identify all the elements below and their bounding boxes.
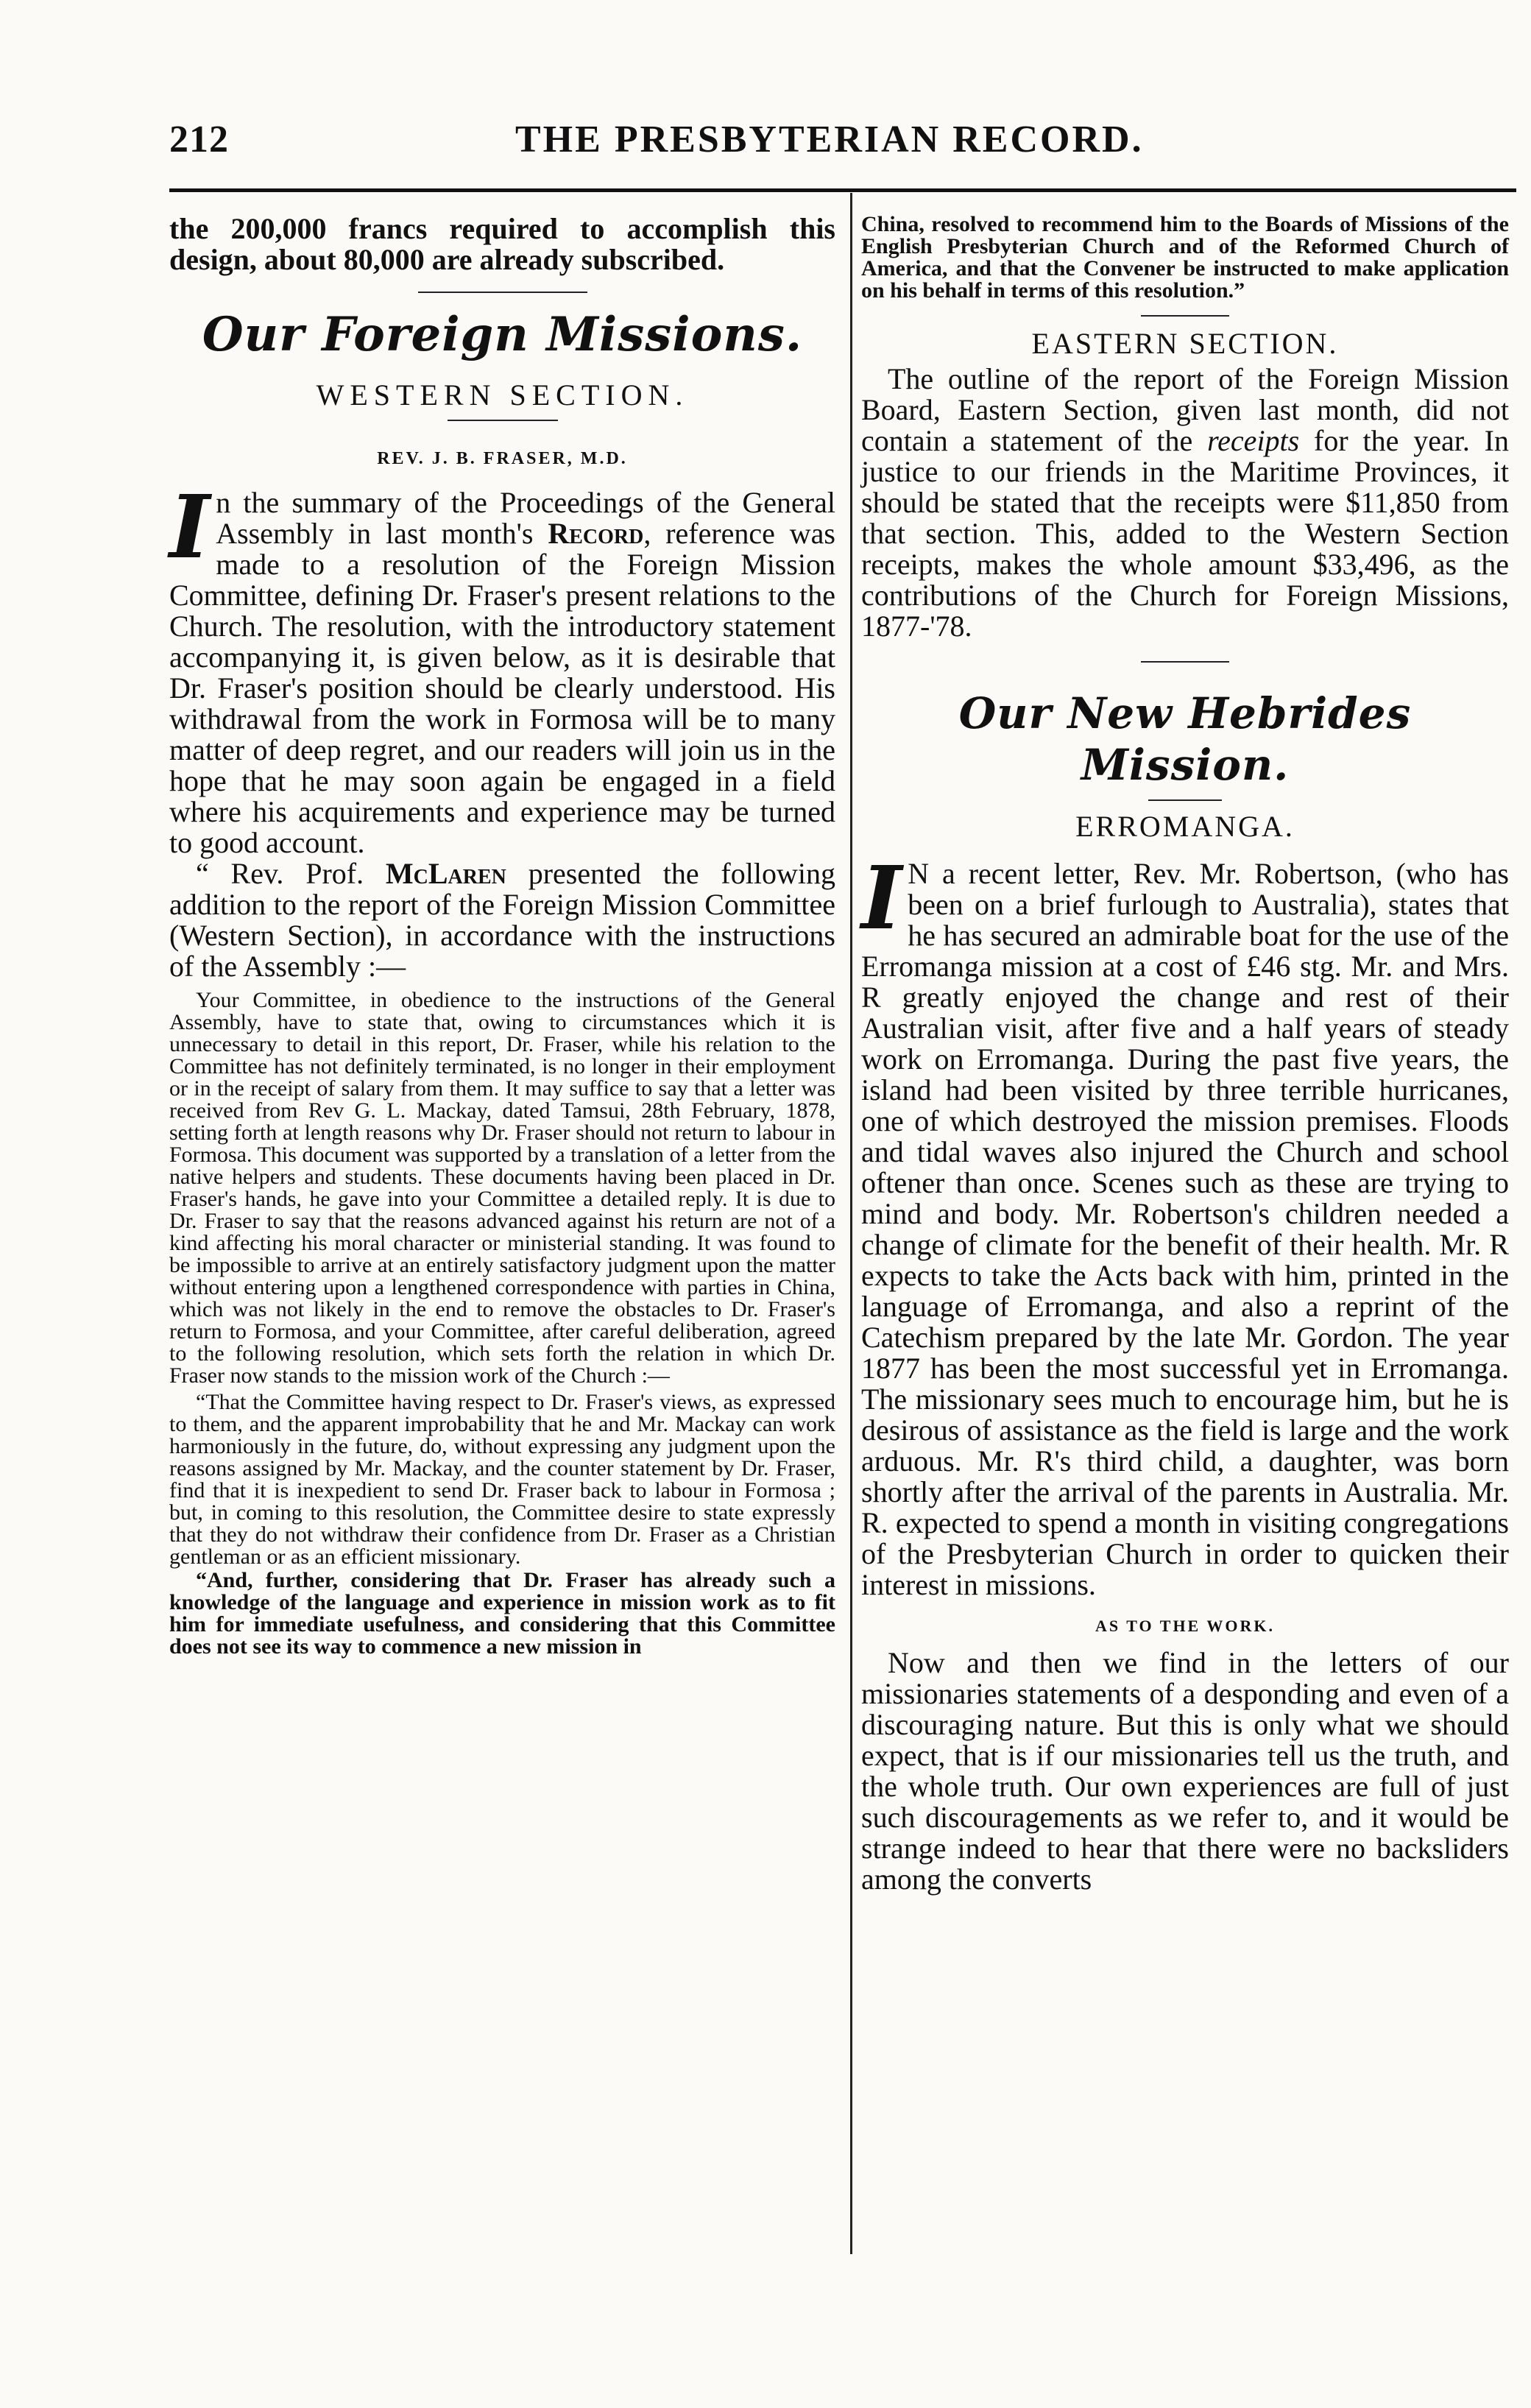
new-hebrides-title: Our New Hebrides Mission. <box>958 688 1412 790</box>
running-head <box>169 118 1472 169</box>
drop-cap: I <box>861 847 902 949</box>
journal-title: THE PRESBYTERIAN RECORD. <box>515 119 1144 160</box>
continuation-paragraph: China, resolved to recommend him to the Boards of Missions of the English Presbyterian Church and of the Reformed Church of America, and that the Convener be instructed to make application on his behalf in terms of this resolution.” <box>861 212 1509 303</box>
record-word: Record <box>548 517 644 550</box>
mclaren-text-1: “ Rev. Prof. <box>196 857 386 890</box>
page-number: 212 <box>169 119 229 160</box>
work-heading: AS TO THE WORK. <box>1095 1617 1275 1635</box>
column-divider <box>850 193 852 2254</box>
left-column <box>169 213 835 1658</box>
mclaren-name: McLaren <box>385 857 506 890</box>
intro-paragraph <box>169 476 835 859</box>
section-divider <box>1141 661 1229 663</box>
section-divider <box>1141 315 1229 317</box>
resolution-paragraph: “That the Committee having respect to Dr. Fraser's views, as expressed to them, and the apparent improbability that he and Mr. Mackay can work harmoniously in the future, do, without expressing any judgment upon the reasons assigned by Mr. Mackay, and the counter statement by Dr. Fraser, find that it is inexpedient to send Dr. Fraser back to labour in Formosa ; but, in coming to this resolution, the Committee desire to state expressly that they do not withdraw their confidence from Dr. Fraser as a Christian gentleman or as an efficient missionary. <box>169 1390 835 1569</box>
eastern-text-1: The outline of the report of the Foreign Mission Board, Eastern Section, given last month, did not contain a statement of the <box>861 362 1509 457</box>
mclaren-text-2: presented the following addition to the report of the Foreign Mission Committee (Western Section), in accordance with the instructions of the Assembly :— <box>169 857 835 983</box>
heading-rule <box>448 420 558 421</box>
work-paragraph: Now and then we find in the letters of our missionaries statements of a desponding and even of a discouraging nature. But this is only what we should expect, that is if our missionaries tell us the truth, and the whole truth. Our own experiences are full of just such discouragements as we refer to, and it would be strange indeed to hear that there were no backsliders among the converts <box>861 1646 1509 1896</box>
section-divider <box>418 292 587 293</box>
erromanga-heading: ERROMANGA. <box>1075 810 1295 843</box>
resolution-continued: “And, further, considering that Dr. Fraser has already such a knowledge of the language and experience in mission work as to fit him for immediate usefulness, and considering that this Committee does not see its way to commence a new mission in <box>169 1568 835 1659</box>
intro-text-1: n the summary of the Proceedings of the General Assembly in last month's <box>216 486 835 550</box>
opening-paragraph: the 200,000 francs required to accomplish this design, about 80,000 are already subscribed. <box>169 212 835 276</box>
receipts-word: receipts <box>1207 424 1300 457</box>
eastern-text-2: for the year. In justice to our friends in the Maritime Provinces, it should be stated that the receipts were $11,850 from that section. This, added to the Western Section receipts, makes the whole amount $33,496, as the contributions of the Church for Foreign Missions, 1877-'78. <box>861 424 1509 643</box>
erromanga-paragraph <box>861 847 1509 1601</box>
byline: REV. J. B. FRASER, M.D. <box>377 449 628 468</box>
eastern-paragraph <box>861 364 1509 642</box>
eastern-section-heading: EASTERN SECTION. <box>1031 327 1339 360</box>
foreign-missions-title: Our Foreign Missions. <box>202 307 803 362</box>
western-section-heading: WESTERN SECTION. <box>316 378 689 412</box>
heading-rule <box>1148 799 1222 801</box>
report-paragraph: Your Committee, in obedience to the instructions of the General Assembly, have to state that, owing to circumstances which it is unnecessary to detail in this report, Dr. Fraser, while his relation to the Committee has not definitely terminated, is no longer in their employment or in the receipt of salary from them. It may suffice to say that a letter was received from Rev G. L. Mackay, dated Tamsui, 28th February, 1878, setting forth at length reasons why Dr. Fraser should not return to labour in Formosa. This document was supported by a translation of a letter from the native helpers and students. These documents having been placed in Dr. Fraser's hands, he gave into your Committee a detailed reply. It is due to Dr. Fraser to say that the reasons advanced against his return are not of a kind affecting his moral character or ministerial standing. It was found to be impossible to arrive at an entirely satisfactory judgment upon the matter without entering upon a lengthened correspondence with parties in China, which was not likely in the end to remove the obstacles to Dr. Fraser's return to Formosa, and your Committee, after careful deliberation, agreed to the following resolution, which sets forth the relation in which Dr. Fraser now stands to the mission work of the Church :— <box>169 988 835 1388</box>
intro-text-2: , reference was made to a resolution of the Foreign Mission Committee, defining Dr. Fraser's present relations to the Church. The resolution, with the introductory statement accompanying it, is given below, as it is desirable that Dr. Fraser's position should be clearly understood. His withdrawal from the work in Formosa will be to many matter of deep regret, and our readers will join us in the hope that he may soon again be engaged in a field where his acquirements and experience may be turned to good account. <box>169 517 835 859</box>
header-rule <box>169 188 1516 192</box>
mclaren-paragraph <box>169 858 835 982</box>
erromanga-text: N a recent letter, Rev. Mr. Robertson, (who has been on a brief furlough to Australia), states that he has secured an admirable boat for the use of the Erromanga mission at a cost of £46 stg. Mr. and Mrs. R greatly enjoyed the change and rest of their Australian visit, after five and a half years of steady work on Erromanga. During the past five years, the island had been visited by three terrible hurricanes, one of which destroyed the mission premises. Floods and tidal waves also injured the Church and school oftener than once. Scenes such as these are trying to mind and body. Mr. Robertson's children needed a change of climate for the benefit of their health. Mr. R expects to take the Acts back with him, printed in the language of Erromanga, and also a reprint of the Catechism prepared by the late Mr. Gordon. The year 1877 has been the most successful yet in Erromanga. The missionary sees much to encourage him, but he is desirous of assistance as the field is large and the work arduous. Mr. R's third child, a daughter, was born shortly after the arrival of the parents in Australia. Mr. R. expected to spend a month in visiting congregations of the Presbyterian Church in order to quicken their interest in missions. <box>861 857 1509 1601</box>
right-column <box>861 213 1509 1895</box>
drop-cap: I <box>169 476 211 578</box>
